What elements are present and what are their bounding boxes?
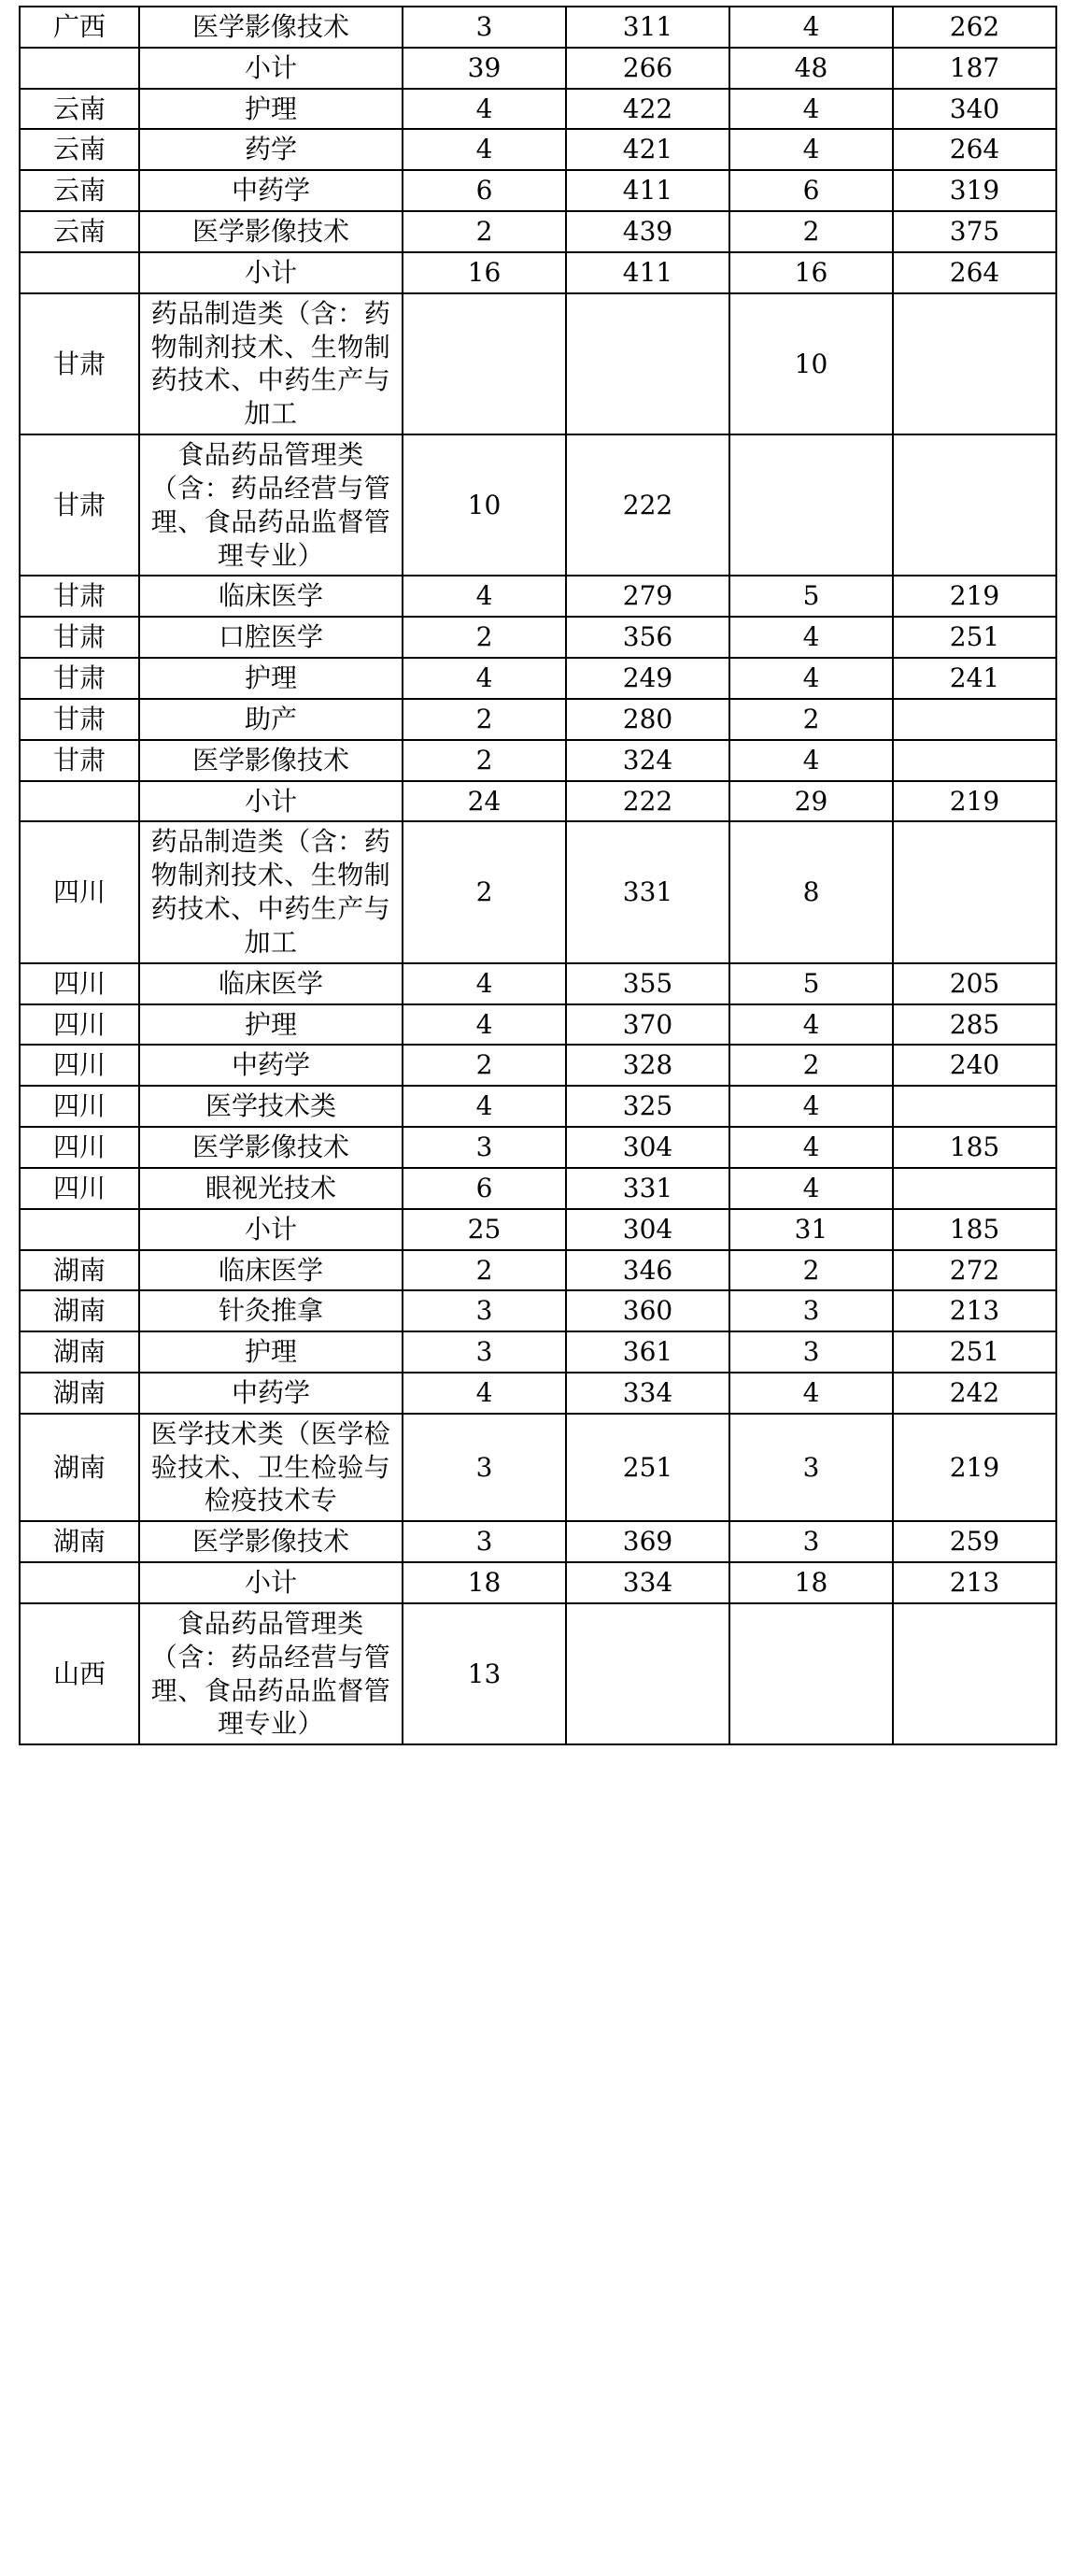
cell-province: 甘肃 <box>20 699 139 740</box>
cell-province: 湖南 <box>20 1250 139 1291</box>
cell-major: 中药学 <box>139 170 403 211</box>
cell-s2: 213 <box>893 1290 1056 1331</box>
cell-province: 云南 <box>20 129 139 170</box>
cell-n1 <box>403 293 566 434</box>
cell-s1: 422 <box>566 89 729 130</box>
cell-subtotal-label: 小计 <box>139 1209 403 1250</box>
cell-n2 <box>729 434 893 576</box>
cell-s1: 355 <box>566 963 729 1004</box>
cell-s2 <box>893 293 1056 434</box>
cell-n2: 4 <box>729 617 893 658</box>
cell-s1: 222 <box>566 434 729 576</box>
cell-subtotal-label: 小计 <box>139 1562 403 1603</box>
cell-s1: 249 <box>566 658 729 699</box>
cell-major: 医学技术类（医学检验技术、卫生检验与检疫技术专 <box>139 1414 403 1521</box>
cell-province <box>20 1209 139 1250</box>
cell-major: 针灸推拿 <box>139 1290 403 1331</box>
cell-s2: 242 <box>893 1373 1056 1414</box>
cell-n1: 25 <box>403 1209 566 1250</box>
cell-subtotal-label: 小计 <box>139 252 403 293</box>
cell-province: 甘肃 <box>20 617 139 658</box>
cell-province: 湖南 <box>20 1521 139 1562</box>
cell-s1: 361 <box>566 1331 729 1373</box>
cell-n1: 2 <box>403 211 566 252</box>
cell-n1: 6 <box>403 1168 566 1209</box>
table-row <box>20 576 1056 617</box>
cell-major: 中药学 <box>139 1373 403 1414</box>
cell-s2 <box>893 434 1056 576</box>
cell-n1: 16 <box>403 252 566 293</box>
cell-province: 四川 <box>20 1004 139 1046</box>
cell-s1: 331 <box>566 1168 729 1209</box>
table-row <box>20 1250 1056 1291</box>
table-row <box>20 821 1056 962</box>
table-row <box>20 293 1056 434</box>
cell-province: 云南 <box>20 211 139 252</box>
cell-n1: 6 <box>403 170 566 211</box>
cell-province: 四川 <box>20 1045 139 1086</box>
table-row <box>20 1562 1056 1603</box>
cell-s2: 259 <box>893 1521 1056 1562</box>
cell-n2: 3 <box>729 1521 893 1562</box>
cell-n1: 4 <box>403 1086 566 1127</box>
cell-major: 中药学 <box>139 1045 403 1086</box>
cell-n2: 31 <box>729 1209 893 1250</box>
table-row <box>20 617 1056 658</box>
cell-n1: 4 <box>403 963 566 1004</box>
cell-province: 湖南 <box>20 1414 139 1521</box>
cell-major: 医学技术类 <box>139 1086 403 1127</box>
cell-major: 临床医学 <box>139 963 403 1004</box>
cell-n2: 2 <box>729 1045 893 1086</box>
table-row <box>20 1331 1056 1373</box>
table-row <box>20 170 1056 211</box>
cell-s2 <box>893 1168 1056 1209</box>
cell-n1: 3 <box>403 1290 566 1331</box>
cell-n2: 4 <box>729 1086 893 1127</box>
cell-s2: 251 <box>893 617 1056 658</box>
cell-major: 药学 <box>139 129 403 170</box>
cell-major: 医学影像技术 <box>139 211 403 252</box>
cell-province <box>20 48 139 89</box>
table-row <box>20 1127 1056 1168</box>
cell-n2: 4 <box>729 740 893 781</box>
cell-province: 甘肃 <box>20 293 139 434</box>
cell-major: 食品药品管理类（含：药品经营与管理、食品药品监督管理专业） <box>139 1603 403 1744</box>
cell-n1: 18 <box>403 1562 566 1603</box>
cell-s2 <box>893 821 1056 962</box>
cell-n2: 48 <box>729 48 893 89</box>
cell-province: 湖南 <box>20 1373 139 1414</box>
cell-n2: 16 <box>729 252 893 293</box>
cell-n2: 18 <box>729 1562 893 1603</box>
cell-province: 云南 <box>20 89 139 130</box>
cell-s2: 213 <box>893 1562 1056 1603</box>
cell-n2: 2 <box>729 699 893 740</box>
table-row <box>20 1521 1056 1562</box>
cell-s1: 266 <box>566 48 729 89</box>
cell-s1: 411 <box>566 252 729 293</box>
cell-s2: 219 <box>893 576 1056 617</box>
cell-n1: 2 <box>403 1045 566 1086</box>
cell-s1: 280 <box>566 699 729 740</box>
cell-major: 医学影像技术 <box>139 740 403 781</box>
table-row <box>20 434 1056 576</box>
table-row <box>20 48 1056 89</box>
cell-s1: 325 <box>566 1086 729 1127</box>
cell-s2: 205 <box>893 963 1056 1004</box>
cell-s2: 375 <box>893 211 1056 252</box>
table-row <box>20 129 1056 170</box>
cell-s2: 240 <box>893 1045 1056 1086</box>
cell-n1: 4 <box>403 1373 566 1414</box>
cell-s2: 272 <box>893 1250 1056 1291</box>
table-row <box>20 89 1056 130</box>
cell-s1: 304 <box>566 1209 729 1250</box>
table-row <box>20 1603 1056 1744</box>
admission-table <box>19 6 1057 1745</box>
cell-s2 <box>893 740 1056 781</box>
cell-n1: 3 <box>403 7 566 48</box>
cell-n1: 13 <box>403 1603 566 1744</box>
cell-s2: 219 <box>893 781 1056 822</box>
cell-province: 云南 <box>20 170 139 211</box>
cell-province: 四川 <box>20 963 139 1004</box>
cell-n1: 4 <box>403 89 566 130</box>
cell-s2: 285 <box>893 1004 1056 1046</box>
table-row <box>20 211 1056 252</box>
cell-major: 药品制造类（含：药物制剂技术、生物制药技术、中药生产与加工 <box>139 293 403 434</box>
cell-s2: 262 <box>893 7 1056 48</box>
table-row <box>20 7 1056 48</box>
cell-province <box>20 781 139 822</box>
cell-n2: 10 <box>729 293 893 434</box>
cell-n2: 6 <box>729 170 893 211</box>
cell-province: 四川 <box>20 1127 139 1168</box>
cell-major: 护理 <box>139 1331 403 1373</box>
table-row <box>20 252 1056 293</box>
cell-n2: 4 <box>729 129 893 170</box>
cell-province: 甘肃 <box>20 434 139 576</box>
cell-n1: 3 <box>403 1414 566 1521</box>
cell-province: 甘肃 <box>20 740 139 781</box>
cell-major: 医学影像技术 <box>139 1127 403 1168</box>
cell-province <box>20 1562 139 1603</box>
cell-s2: 340 <box>893 89 1056 130</box>
cell-n1: 2 <box>403 617 566 658</box>
cell-n2: 4 <box>729 1127 893 1168</box>
cell-n1: 39 <box>403 48 566 89</box>
cell-s1: 439 <box>566 211 729 252</box>
cell-s2: 264 <box>893 252 1056 293</box>
cell-s2: 219 <box>893 1414 1056 1521</box>
cell-n2: 5 <box>729 963 893 1004</box>
table-row <box>20 1045 1056 1086</box>
cell-n1: 2 <box>403 740 566 781</box>
table-row <box>20 1004 1056 1046</box>
cell-s2: 264 <box>893 129 1056 170</box>
cell-n2: 2 <box>729 1250 893 1291</box>
table-row <box>20 1086 1056 1127</box>
cell-n1: 4 <box>403 1004 566 1046</box>
cell-n1: 4 <box>403 658 566 699</box>
cell-major: 食品药品管理类（含：药品经营与管理、食品药品监督管理专业） <box>139 434 403 576</box>
cell-s2: 241 <box>893 658 1056 699</box>
cell-n1: 3 <box>403 1127 566 1168</box>
cell-s1: 222 <box>566 781 729 822</box>
cell-n1: 3 <box>403 1331 566 1373</box>
cell-n2: 8 <box>729 821 893 962</box>
cell-n2: 3 <box>729 1290 893 1331</box>
cell-s1: 304 <box>566 1127 729 1168</box>
cell-s2: 319 <box>893 170 1056 211</box>
cell-s1: 328 <box>566 1045 729 1086</box>
cell-n2: 3 <box>729 1331 893 1373</box>
table-row <box>20 740 1056 781</box>
cell-n2: 4 <box>729 1168 893 1209</box>
cell-n1: 2 <box>403 1250 566 1291</box>
cell-s1: 334 <box>566 1373 729 1414</box>
cell-major: 护理 <box>139 89 403 130</box>
cell-s2: 251 <box>893 1331 1056 1373</box>
cell-major: 口腔医学 <box>139 617 403 658</box>
cell-s1 <box>566 293 729 434</box>
cell-major: 临床医学 <box>139 1250 403 1291</box>
cell-province: 甘肃 <box>20 658 139 699</box>
cell-s2 <box>893 699 1056 740</box>
table-row <box>20 781 1056 822</box>
cell-province: 山西 <box>20 1603 139 1744</box>
cell-s2: 185 <box>893 1209 1056 1250</box>
cell-major: 助产 <box>139 699 403 740</box>
cell-n1: 24 <box>403 781 566 822</box>
cell-major: 护理 <box>139 658 403 699</box>
cell-s1: 370 <box>566 1004 729 1046</box>
cell-n1: 3 <box>403 1521 566 1562</box>
cell-subtotal-label: 小计 <box>139 781 403 822</box>
cell-s1: 346 <box>566 1250 729 1291</box>
cell-s1: 251 <box>566 1414 729 1521</box>
table-row <box>20 1209 1056 1250</box>
cell-s1: 411 <box>566 170 729 211</box>
cell-major: 眼视光技术 <box>139 1168 403 1209</box>
cell-province: 四川 <box>20 1168 139 1209</box>
cell-major: 临床医学 <box>139 576 403 617</box>
cell-province: 甘肃 <box>20 576 139 617</box>
cell-province: 湖南 <box>20 1331 139 1373</box>
table-row <box>20 1414 1056 1521</box>
cell-s1: 356 <box>566 617 729 658</box>
cell-s2 <box>893 1603 1056 1744</box>
cell-s2 <box>893 1086 1056 1127</box>
table-row <box>20 963 1056 1004</box>
cell-n2: 4 <box>729 1004 893 1046</box>
cell-province <box>20 252 139 293</box>
cell-s1: 360 <box>566 1290 729 1331</box>
cell-s2: 187 <box>893 48 1056 89</box>
table-row <box>20 699 1056 740</box>
table-row <box>20 658 1056 699</box>
cell-n1: 4 <box>403 129 566 170</box>
cell-n1: 10 <box>403 434 566 576</box>
cell-major: 医学影像技术 <box>139 1521 403 1562</box>
table-row <box>20 1373 1056 1414</box>
cell-s1: 369 <box>566 1521 729 1562</box>
table-row <box>20 1290 1056 1331</box>
cell-s1: 331 <box>566 821 729 962</box>
cell-n2: 4 <box>729 1373 893 1414</box>
cell-province: 四川 <box>20 821 139 962</box>
cell-n2 <box>729 1603 893 1744</box>
cell-subtotal-label: 小计 <box>139 48 403 89</box>
cell-province: 四川 <box>20 1086 139 1127</box>
cell-n2: 4 <box>729 89 893 130</box>
cell-n2: 5 <box>729 576 893 617</box>
cell-s1: 324 <box>566 740 729 781</box>
cell-n2: 2 <box>729 211 893 252</box>
cell-n2: 3 <box>729 1414 893 1521</box>
cell-major: 医学影像技术 <box>139 7 403 48</box>
cell-s1: 334 <box>566 1562 729 1603</box>
cell-province: 湖南 <box>20 1290 139 1331</box>
cell-n2: 4 <box>729 658 893 699</box>
cell-n1: 4 <box>403 576 566 617</box>
cell-n1: 2 <box>403 821 566 962</box>
cell-major: 药品制造类（含：药物制剂技术、生物制药技术、中药生产与加工 <box>139 821 403 962</box>
cell-s1 <box>566 1603 729 1744</box>
cell-province: 广西 <box>20 7 139 48</box>
cell-n1: 2 <box>403 699 566 740</box>
cell-major: 护理 <box>139 1004 403 1046</box>
cell-s1: 421 <box>566 129 729 170</box>
table-row <box>20 1168 1056 1209</box>
cell-n2: 4 <box>729 7 893 48</box>
cell-n2: 29 <box>729 781 893 822</box>
cell-s1: 279 <box>566 576 729 617</box>
cell-s1: 311 <box>566 7 729 48</box>
cell-s2: 185 <box>893 1127 1056 1168</box>
